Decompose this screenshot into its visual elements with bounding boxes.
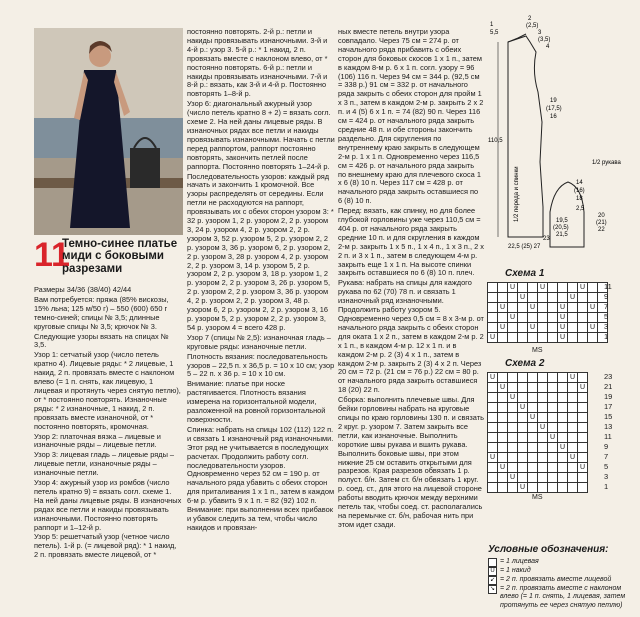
yarn-over-cell: U	[548, 433, 558, 443]
schema-row-number: 15	[604, 412, 613, 421]
schema-2-row-numbers	[604, 372, 612, 492]
diagram-label-25: (2,5)	[526, 23, 539, 29]
yarn-over-cell: U	[528, 303, 538, 313]
diagram-right-175: (17,5)	[546, 106, 562, 112]
knit-cell	[518, 423, 528, 433]
knit-cell	[558, 393, 568, 403]
materials: Вам потребуется: пряжа (85% вискозы, 15% льна; 125 м/50 г) – 550 (600) 650 г темно-синей; спицы № 3,5; длинные круговые спицы № 3,5; крючок № 3.	[34, 294, 169, 331]
model-photo	[34, 28, 183, 235]
schema-row-number: 23	[604, 372, 613, 381]
assembly-instructions: Сборка: выполнить плечевые швы. Для бейки горловины набрать на круговые спицы по краю горловины 130 п. и связать 2 круг. р. узором 7. Затем закрыть все петли, как изнаночные. Выполнить короткие швы рукава и вшить рукава. Выполнить боковые швы, при этом нижние 25 см оставить открытыми для разрезов. Края разрезов обвязать 1 р. полуст. б/н. Затем ст. б/н обвязать 1 круг. р. соед. ст., для этого на лицевой стороне работы вводить крючок между верхними петель так, чтобы соед. ст. располагались на перемычке ст. б/н, рабочая нить при этом идет сзади.	[338, 395, 484, 529]
knit-cell	[578, 483, 588, 493]
back-instructions-cont: ных вместе петель внутри узора совпадало. Через 75 см = 274 р. от начального ряда прибавить с обеих сторон для боковых скосов 1 х 1 п., затем в каждом 8-м р. 6 х 1 п. согл. узору = 96 (106) 116 п. Через 94 см = 344 р. (92,5 см = 338 р.) 91 см = 332 р. от начального ряда закрыть с обеих сторон для пройм 1 х 3 п., затем в каждом 2-м р. закрыть 2 х 2 п. и 4 (5) 6 х 1 п. = 74 (82) 90 п. Через 116 см = 424 р. от начального ряда закрыть средние 48 п. и обе стороны закончить раздельно. Для скругления по внутреннему краю закрыть в следующем 2-м р. 1 х 1 п. Одновременно через 116,5 см = 426 р. от начального ряда закрыть по внешнему краю для плечевого скоса 1 х 6 (8) 10 п. Через 117 см = 428 р. от начального ряда закрыть оставшиеся по 6 (8) 10 п.	[338, 27, 484, 206]
legend-item	[488, 567, 638, 576]
knit-cell	[578, 373, 588, 383]
pattern-3: Узор 3: лицевая гладь – лицевые ряды – лицевые петли, изнаночные ряды – изнаночные петли.	[34, 450, 175, 478]
attention-note: Внимание: платье при носке растягивается. Плотность вязания измерена на горизонтальной модели, разложенной на ровной горизонтальной поверхности.	[187, 379, 326, 424]
knit-cell	[538, 433, 548, 443]
knit-cell	[528, 333, 538, 343]
knit-cell	[518, 443, 528, 453]
knit-cell	[498, 373, 508, 383]
pattern-2: Узор 2: платочная вязка – лицевые и изнаночные ряды – лицевые петли.	[34, 431, 161, 450]
knit-cell	[498, 403, 508, 413]
front-instructions: Перед: вязать, как спинку, но для более глубокой горловины уже через 110,5 см = 404 р. от начального ряда закрыть средние 10 п. и для скругления в каждом 2-м р. закрыть 1 х 5 п., 1 х 4 п., 1 х 3 п., 2 х 2 п. и 3 х 1 п., затем в следующем 4-м р. закрыть еще 1 х 1 п. На высоте спинки закрыть оставшиеся по 6 (8) 10 п. плеч.	[338, 206, 484, 278]
yarn-over-cell: U	[508, 473, 518, 483]
yarn-over-cell: U	[538, 423, 548, 433]
diagram-vertical-label: 1/2 переда и спинки	[514, 166, 520, 222]
knit-cell	[578, 323, 588, 333]
knit-cell	[488, 483, 498, 493]
diagram-right-16: 16	[550, 114, 557, 120]
yarn-over-cell: U	[588, 303, 598, 313]
schema-row	[488, 373, 588, 383]
knit-cell	[488, 323, 498, 333]
knit-cell	[558, 293, 568, 303]
diagram-right-16b: (16)	[574, 188, 585, 194]
yarn-over-cell: U	[558, 443, 568, 453]
yarn-over-cell: U	[508, 313, 518, 323]
yarn-over-cell: U	[578, 463, 588, 473]
schema-2-title: Схема 2	[505, 358, 545, 369]
knit-cell	[568, 473, 578, 483]
schema-2-rapport-label: MS	[532, 494, 543, 501]
diagram-right-14: 14	[576, 180, 583, 186]
knit-cell	[488, 473, 498, 483]
knit-cell	[538, 483, 548, 493]
schema-row	[488, 383, 588, 393]
knit-cell	[548, 313, 558, 323]
knit-cell	[528, 313, 538, 323]
knit-cell	[558, 383, 568, 393]
yarn-over-cell: U	[518, 403, 528, 413]
knit-cell	[508, 303, 518, 313]
pattern-5: Узор 5: решетчатый узор (четное число петель). 1-й р. (= лицевой ряд): * 1 накид, 2 п. провязать вместе лицевой, от *	[34, 532, 177, 560]
knit-cell	[488, 433, 498, 443]
knit-cell	[518, 383, 528, 393]
diagram-sleeve-label: 1/2 рукава	[592, 160, 621, 166]
knit-cell	[538, 373, 548, 383]
knit-cell	[558, 373, 568, 383]
schema-row	[488, 303, 608, 313]
schema-row-number: 7	[604, 302, 609, 311]
yarn-over-cell: U	[568, 293, 578, 303]
knit-cell	[548, 383, 558, 393]
knit-cell	[548, 483, 558, 493]
schema-row-number: 11	[604, 432, 612, 441]
yarn-over-cell: U	[518, 293, 528, 303]
knit-cell	[528, 283, 538, 293]
yarn-over-cell: U	[528, 413, 538, 423]
schema-row-number: 1	[604, 482, 609, 491]
schema-row-number: 17	[604, 402, 613, 411]
knit-cell	[508, 373, 518, 383]
knit-cell	[508, 293, 518, 303]
diagram-label-3: 3	[538, 30, 542, 36]
diagram-label-1: 1	[490, 22, 494, 28]
knit-cell	[498, 423, 508, 433]
schema-row	[488, 403, 588, 413]
knit-cell	[488, 283, 498, 293]
schema-1-row-numbers	[604, 282, 612, 342]
knit-cell	[568, 303, 578, 313]
schema-row	[488, 483, 588, 493]
legend-symbol-icon	[488, 558, 497, 567]
knit-cell	[518, 373, 528, 383]
schema-row-number: 7	[604, 452, 609, 461]
knit-cell	[528, 403, 538, 413]
schema-row	[488, 423, 588, 433]
knit-cell	[528, 453, 538, 463]
legend-item	[488, 558, 638, 567]
yarn-over-cell: U	[568, 373, 578, 383]
knit-cell	[568, 463, 578, 473]
yarn-over-cell: U	[558, 323, 568, 333]
knit-cell	[558, 473, 568, 483]
pattern-6: Узор 6: диагональный ажурный узор (число петель кратно 8 + 2) = вязать согл. схеме 2. На ней даны лицевые ряды. В изнаночных рядах все петли и накиды провязывать изнаночными. Начать с петли перед раппортом, раппорт постоянно повторять, закончить петлей после раппорта. Постоянно повторять 1–24-й р.	[187, 99, 335, 171]
knit-cell	[488, 403, 498, 413]
yarn-over-cell: U	[498, 323, 508, 333]
middle-column-text	[187, 28, 335, 534]
knit-cell	[518, 313, 528, 323]
schema-row-number: 5	[604, 462, 609, 471]
knit-cell	[568, 323, 578, 333]
schema-1-title: Схема 1	[505, 268, 545, 279]
schema-1-grid	[487, 282, 608, 343]
knit-cell	[498, 443, 508, 453]
knit-cell	[518, 283, 528, 293]
knit-cell	[548, 423, 558, 433]
knit-cell	[588, 313, 598, 323]
knit-cell	[578, 403, 588, 413]
knit-cell	[508, 403, 518, 413]
knit-cell	[548, 303, 558, 313]
knit-cell	[538, 313, 548, 323]
gauge: Плотность вязания: последовательность узоров – 22,5 п. х 36,5 р. = 10 х 10 см; узор 5 – 22 п. х 36 р. = 10 х 10 см.	[187, 351, 335, 379]
yarn-over-cell: U	[488, 333, 498, 343]
yarn-over-cell: U	[488, 453, 498, 463]
knit-cell	[568, 423, 578, 433]
knit-cell	[568, 383, 578, 393]
knit-cell	[498, 313, 508, 323]
knit-cell	[498, 483, 508, 493]
diagram-height: 110,5	[488, 138, 503, 144]
diagram-sleeve-20: 20	[598, 213, 605, 219]
knit-cell	[558, 283, 568, 293]
legend-symbol-icon: ↙	[489, 577, 496, 583]
knit-cell	[558, 463, 568, 473]
knit-cell	[508, 443, 518, 453]
schema-row-number: 11	[604, 282, 612, 291]
schema-row	[488, 323, 608, 333]
knit-cell	[538, 463, 548, 473]
knit-cell	[528, 393, 538, 403]
pattern-diagram	[488, 12, 638, 262]
knit-cell	[578, 433, 588, 443]
knit-cell	[578, 333, 588, 343]
knit-cell	[538, 473, 548, 483]
schema-row	[488, 413, 588, 423]
yarn-over-cell: U	[518, 483, 528, 493]
knit-cell	[578, 303, 588, 313]
sizes: Размеры 34/36 (38/40) 42/44	[34, 285, 132, 294]
knit-cell	[568, 333, 578, 343]
knit-cell	[558, 423, 568, 433]
knit-cell	[538, 383, 548, 393]
back-instructions: Спинка: набрать на спицы 102 (112) 122 п. и связать 1 изнаночный ряд изнаночными. Этот ряд не учитывается в последующих расчетах. Продолжить работу согл. последовательности узоров. Одновременно через 52 см = 190 р. от начального ряда убавить с обеих сторон для приталивания 1 х 1 п., затем в каждом 6-м р. убавить 9 х 1 п. = 82 (92) 102 п. Внимание: при выполнении всех прибавок и убавок следить за тем, чтобы число накидов и провязан-	[187, 424, 335, 532]
knit-cell	[488, 423, 498, 433]
knit-cell	[498, 473, 508, 483]
knit-cell	[488, 413, 498, 423]
diagram-sleeve-22: 22	[598, 227, 605, 233]
yarn-over-cell: U	[498, 383, 508, 393]
knit-cell	[488, 313, 498, 323]
diagram-right-18: 18	[576, 196, 583, 202]
diagram-sleeve-205: (20,5)	[553, 225, 569, 231]
yarn-over-cell: U	[558, 333, 568, 343]
schema-1-rapport-label: MS	[532, 347, 543, 354]
schema-row-number: 3	[604, 472, 609, 481]
knit-cell	[488, 443, 498, 453]
knit-cell	[538, 323, 548, 333]
left-column-text	[34, 286, 182, 561]
knit-cell	[518, 303, 528, 313]
schema-row-number: 21	[604, 382, 613, 391]
legend-label: = 1 накид	[500, 567, 531, 574]
schema-row-number: 13	[604, 422, 613, 431]
knit-cell	[508, 453, 518, 463]
schema-row	[488, 393, 588, 403]
yarn-over-cell: U	[508, 393, 518, 403]
yarn-over-cell: U	[538, 283, 548, 293]
knit-cell	[528, 463, 538, 473]
legend-title: Условные обозначения:	[488, 544, 609, 555]
knit-cell	[508, 463, 518, 473]
pattern-1: Узор 1: сетчатый узор (число петель кратно 4). Лицевые ряды: * 2 лицевые, 1 накид, 2 п. провязать вместе с наклоном влево (= 1 п. снять, как лицевую, 1 лицевая и протянуть через снятую петлю), от * постоянно повторять. Изнаночные ряды: * 2 изнаночные, 1 накид, 2 п. провязать вместе изнаночной, от * постоянно повторять, кромочная.	[34, 350, 181, 431]
knit-cell	[548, 333, 558, 343]
knit-cell	[498, 433, 508, 443]
knit-cell	[548, 373, 558, 383]
knit-cell	[508, 383, 518, 393]
model-number: 11	[34, 236, 70, 274]
knit-cell	[548, 393, 558, 403]
knit-cell	[518, 453, 528, 463]
knit-cell	[548, 293, 558, 303]
knit-cell	[578, 313, 588, 323]
knit-cell	[488, 393, 498, 403]
pattern-5-cont: постоянно повторять. 2-й р.: петли и накиды провязывать изнаночными. 3-й и 4-й р.: узор 3. 5-й р.: * 1 накид, 2 п. провязать вместе с наклоном влево, от * постоянно повторять. 6-й р.: петли и накиды провязывать изнаночными. 7-й и 8-й р.: вязать, как 3-й и 4-й р. Постоянно повторять 1–8-й р.	[187, 27, 328, 99]
legend	[488, 558, 638, 610]
knit-cell	[528, 483, 538, 493]
schema-row	[488, 453, 588, 463]
knit-cell	[518, 463, 528, 473]
yarn-over-cell: U	[568, 453, 578, 463]
yarn-over-cell: U	[558, 313, 568, 323]
legend-label: = 2 п. провязать вместе лицевой	[500, 576, 612, 583]
knit-cell	[558, 413, 568, 423]
knit-cell	[498, 293, 508, 303]
schema-row-number: 9	[604, 292, 609, 301]
schema-row	[488, 333, 608, 343]
knit-cell	[548, 403, 558, 413]
knit-cell	[578, 423, 588, 433]
knit-cell	[548, 283, 558, 293]
diagram-bottom-width: 22,5 (25) 27	[508, 244, 541, 250]
diagram-sleeve-195: 19,5	[556, 218, 568, 224]
yarn-over-cell: U	[508, 283, 518, 293]
legend-symbol-icon: U	[488, 567, 497, 576]
yarn-over-cell: U	[558, 303, 568, 313]
knit-cell	[508, 433, 518, 443]
knit-cell	[568, 483, 578, 493]
knit-cell	[518, 333, 528, 343]
knit-cell	[578, 413, 588, 423]
diagram-sleeve-21: (21)	[596, 220, 607, 226]
knit-cell	[558, 433, 568, 443]
knit-cell	[568, 393, 578, 403]
knit-cell	[498, 283, 508, 293]
knit-cell	[548, 323, 558, 333]
knit-cell	[578, 393, 588, 403]
schema-row	[488, 293, 608, 303]
yarn-over-cell: U	[488, 373, 498, 383]
schema-row	[488, 473, 588, 483]
yarn-over-cell: U	[588, 323, 598, 333]
diagram-label-55: 5,5	[490, 30, 499, 36]
knit-cell	[528, 443, 538, 453]
knit-cell	[558, 483, 568, 493]
knit-cell	[568, 283, 578, 293]
legend-item	[488, 576, 638, 585]
knit-cell	[588, 283, 598, 293]
diagram-right-19: 19	[550, 98, 557, 104]
knit-cell	[568, 433, 578, 443]
knit-cell	[558, 453, 568, 463]
knit-cell	[488, 293, 498, 303]
schema-row-number: 3	[604, 322, 609, 331]
knit-cell	[538, 403, 548, 413]
knit-cell	[588, 333, 598, 343]
knit-cell	[568, 403, 578, 413]
knit-cell	[508, 333, 518, 343]
schema-row	[488, 443, 588, 453]
knit-cell	[528, 373, 538, 383]
knit-cell	[538, 293, 548, 303]
schema-row-number: 5	[604, 312, 609, 321]
yarn-over-cell: U	[498, 463, 508, 473]
knit-cell	[498, 333, 508, 343]
diagram-label-35: (3,5)	[538, 37, 551, 43]
knit-cell	[508, 423, 518, 433]
knit-cell	[518, 433, 528, 443]
knit-cell	[508, 483, 518, 493]
diagram-label-2: 2	[528, 16, 532, 22]
knit-cell	[538, 443, 548, 453]
knit-cell	[578, 293, 588, 303]
knit-cell	[578, 443, 588, 453]
knit-cell	[518, 413, 528, 423]
knit-cell	[538, 333, 548, 343]
schema-row-number: 1	[604, 332, 609, 341]
yarn-over-cell: U	[498, 303, 508, 313]
knit-cell	[548, 443, 558, 453]
sleeve-instructions: Рукава: набрать на спицы для каждого рукава по 62 (70) 78 п. и связать 1 изнаночный ряд изнаночными. Продолжить работу узором 5. Одновременно через 0,5 см = 8 х 3-м р. от начального ряда закрыть с обеих сторон для оката 1 х 2 п., затем в каждом 2-м р. 2 х 1 п., в каждом 4-м р. 12 х 1 п. и в каждом 2-м р. 2 (3) 4 х 1 п., затем в каждом 2-м р. закрыть 2 (3) 4 х 2 п. Через 20 см = 72 р. (21 см = 76 р.) 22 см = 80 р. от начального ряда закрыть оставшиеся 18 (20) 22 п.	[338, 278, 484, 395]
schema-row	[488, 433, 588, 443]
knit-cell	[548, 413, 558, 423]
knit-cell	[548, 463, 558, 473]
right-column-text	[338, 28, 484, 531]
knit-cell	[488, 383, 498, 393]
knit-cell	[518, 473, 528, 483]
schema-row-number: 9	[604, 442, 609, 451]
knit-cell	[588, 293, 598, 303]
model-title: Темно-синее платье миди с боковыми разрезами	[62, 238, 178, 275]
diagram-bottom-23: 23	[543, 236, 550, 242]
knit-cell	[488, 303, 498, 313]
pattern-sequence: Последовательность узоров: каждый ряд начать и закончить 1 кромочной. Все узоры распределять от середины. Если петли не расходуются на раппорт, провязывать их с обеих сторон узором 3: * 32 р. узором 1, 2 р. узором 2, 2 р. узором 3, 24 р. узором 4, 2 р. узором 2, 2 р. узором 3, 52 р. узором 5, 2 р. узором 2, 2 р. узором 3, 36 р. узором 6, 2 р. узором 2, 2 р. узором 3, 28 р. узором 4, 2 р. узором 2, 2 р. узором 3, 14 р. узором 5, 2 р. узором 2, 2 р. узором 3, 18 р. узором 1, 2 р. узором 2, 2 р. узором 3, 26 р. узором 5, 2 р. узором 2, 2 р. узором 3, 36 р. узором 4, 2 р. узором 2, 2 р. узором 3, 48 р. узором 6, 2 р. узором 2, 2 р. узором 3, 16 р. узором 5, 2 р. узором 2, 2 р. узором 3, 54 р. узором 4 = всего 428 р.	[187, 171, 334, 332]
knit-cell	[538, 303, 548, 313]
schema-row	[488, 283, 608, 293]
schema-row-number: 19	[604, 392, 613, 401]
legend-item	[488, 585, 638, 610]
knit-cell	[498, 393, 508, 403]
legend-label: = 2 п. провязать вместе с наклоном влево (= 1 п. снять, 1 лицевая, затем протянуть ее через снятую петлю)	[500, 585, 626, 609]
knit-cell	[508, 323, 518, 333]
knit-cell	[498, 453, 508, 463]
knit-cell	[488, 463, 498, 473]
schema-row	[488, 313, 608, 323]
knit-cell	[578, 473, 588, 483]
knit-cell	[498, 413, 508, 423]
knit-cell	[568, 413, 578, 423]
knit-cell	[528, 433, 538, 443]
knit-cell	[558, 403, 568, 413]
yarn-over-cell: U	[578, 283, 588, 293]
diagram-sleeve-215: 21,5	[556, 232, 568, 238]
knit-cell	[568, 443, 578, 453]
knit-cell	[518, 393, 528, 403]
knit-cell	[578, 453, 588, 463]
knit-cell	[538, 413, 548, 423]
legend-label: = 1 лицевая	[500, 558, 539, 565]
diagram-label-4: 4	[546, 44, 550, 50]
knit-cell	[538, 453, 548, 463]
knit-cell	[568, 313, 578, 323]
knit-cell	[528, 383, 538, 393]
knit-cell	[518, 323, 528, 333]
legend-symbol-icon: ↘	[489, 586, 496, 592]
knit-cell	[528, 473, 538, 483]
knit-cell	[528, 423, 538, 433]
needles-note: Следующие узоры вязать на спицах № 3,5.	[34, 331, 169, 350]
knit-cell	[528, 293, 538, 303]
diagram-right-25: 2,5	[576, 206, 585, 212]
pattern-7: Узор 7 (спицы № 2,5): изнаночная гладь – круговые ряды: изнаночные петли.	[187, 332, 331, 351]
knit-cell	[508, 413, 518, 423]
knit-cell	[548, 473, 558, 483]
pattern-4: Узор 4: ажурный узор из ромбов (число петель кратно 9) = вязать согл. схеме 1. На ней даны лицевые ряды. В изнаночных рядах все петли и накиды провязывать изнаночными. Постоянно повторять раппорт и 1–12-й р.	[34, 478, 182, 532]
knit-cell	[548, 453, 558, 463]
schema-row	[488, 463, 588, 473]
yarn-over-cell: U	[578, 383, 588, 393]
knit-cell	[538, 393, 548, 403]
schema-2-grid	[487, 372, 588, 493]
yarn-over-cell: U	[528, 323, 538, 333]
